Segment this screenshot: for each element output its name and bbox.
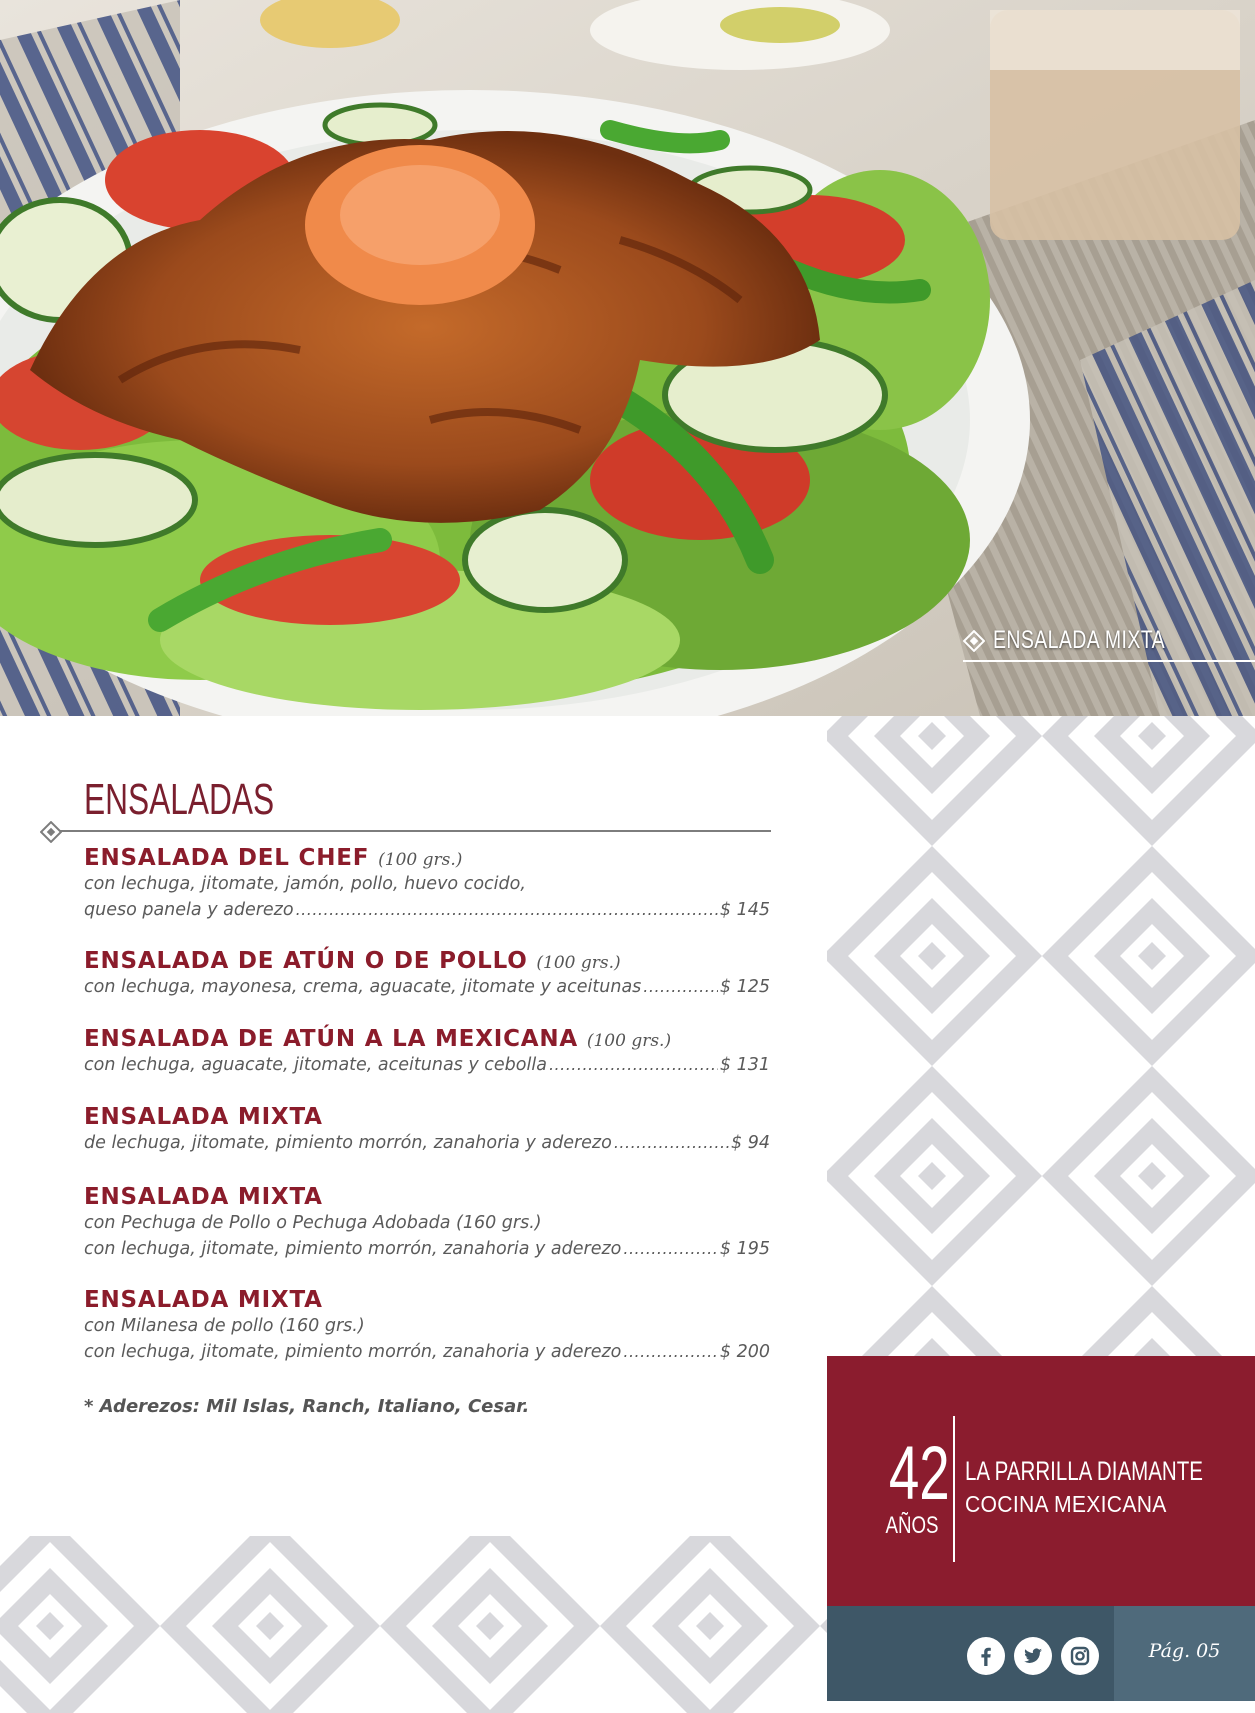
item-price: $ 195	[719, 1239, 770, 1259]
twitter-icon[interactable]	[1014, 1637, 1052, 1675]
item-description: con lechuga, aguacate, jitomate, aceitunas y cebolla	[84, 1055, 547, 1075]
menu-item	[84, 1287, 770, 1365]
leader-dots	[623, 1342, 718, 1361]
item-description: queso panela y aderezo	[84, 900, 294, 920]
item-price: $ 145	[719, 900, 770, 920]
restaurant-name: LA PARRILLA DIAMANTE	[965, 1456, 1203, 1486]
years-number: 42	[888, 1431, 950, 1516]
menu-item	[84, 1184, 770, 1262]
item-price: $ 131	[719, 1055, 770, 1075]
item-price: $ 200	[719, 1342, 770, 1362]
item-description: con lechuga, mayonesa, crema, aguacate, jitomate y aceitunas	[84, 977, 642, 997]
salad-photo	[0, 0, 1255, 716]
diamond-bullet-icon	[40, 821, 62, 843]
item-description: con lechuga, jitomate, pimiento morrón, zanahoria y aderezo	[84, 1239, 622, 1259]
page-number: Pág. 05	[1148, 1640, 1221, 1662]
social-links	[967, 1637, 1099, 1675]
instagram-icon[interactable]	[1061, 1637, 1099, 1675]
decorative-pattern-right	[827, 716, 1255, 1356]
item-description: con lechuga, jitomate, pimiento morrón, zanahoria y aderezo	[84, 1342, 622, 1362]
caption-underline	[963, 660, 1255, 662]
item-name: ENSALADA DE ATÚN A LA MEXICANA	[84, 1026, 579, 1052]
item-description: con Milanesa de pollo (160 grs.)	[84, 1316, 365, 1336]
item-name: ENSALADA MIXTA	[84, 1184, 323, 1210]
dressings-note: * Aderezos: Mil Islas, Ranch, Italiano, Cesar.	[84, 1396, 530, 1417]
section-divider	[60, 830, 771, 832]
item-weight: (100 grs.)	[586, 1031, 672, 1051]
page-number-box	[1114, 1606, 1255, 1701]
hero-photo	[0, 0, 1255, 716]
footer	[827, 1606, 1255, 1701]
item-price: $ 94	[731, 1133, 770, 1153]
leader-dots	[643, 977, 718, 996]
brand-divider	[953, 1416, 955, 1562]
diamond-pattern	[827, 716, 1255, 1356]
item-description: de lechuga, jitomate, pimiento morrón, zanahoria y aderezo	[84, 1133, 612, 1153]
item-description: con lechuga, jitomate, jamón, pollo, huevo cocido,	[84, 874, 526, 894]
facebook-icon[interactable]	[967, 1637, 1005, 1675]
years-label: AÑOS	[885, 1512, 939, 1539]
item-weight: (100 grs.)	[536, 953, 621, 973]
diamond-pattern-bottom	[0, 1536, 827, 1713]
brand-block	[827, 1356, 1255, 1606]
leader-dots	[623, 1239, 718, 1258]
decorative-pattern-bottom	[0, 1536, 827, 1713]
years-badge	[877, 1431, 950, 1539]
photo-caption	[963, 626, 1214, 655]
item-weight: (100 grs.)	[378, 850, 463, 870]
leader-dots	[296, 900, 718, 919]
menu-item	[84, 845, 770, 923]
item-name: ENSALADA DE ATÚN O DE POLLO	[84, 948, 528, 974]
menu-item	[84, 948, 770, 1000]
item-name: ENSALADA MIXTA	[84, 1104, 323, 1130]
leader-dots	[549, 1055, 718, 1074]
item-name: ENSALADA DEL CHEF	[84, 845, 370, 871]
section-title: ENSALADAS	[84, 775, 275, 824]
diamond-bullet-icon	[963, 630, 985, 652]
item-description: con Pechuga de Pollo o Pechuga Adobada (160 grs.)	[84, 1213, 542, 1233]
menu-item	[84, 1104, 770, 1156]
photo-caption-text: ENSALADA MIXTA	[992, 626, 1165, 654]
leader-dots	[614, 1133, 729, 1152]
menu-item	[84, 1026, 770, 1078]
item-price: $ 125	[719, 977, 770, 997]
item-name: ENSALADA MIXTA	[84, 1287, 323, 1313]
restaurant-subtitle: COCINA MEXICANA	[965, 1491, 1167, 1517]
